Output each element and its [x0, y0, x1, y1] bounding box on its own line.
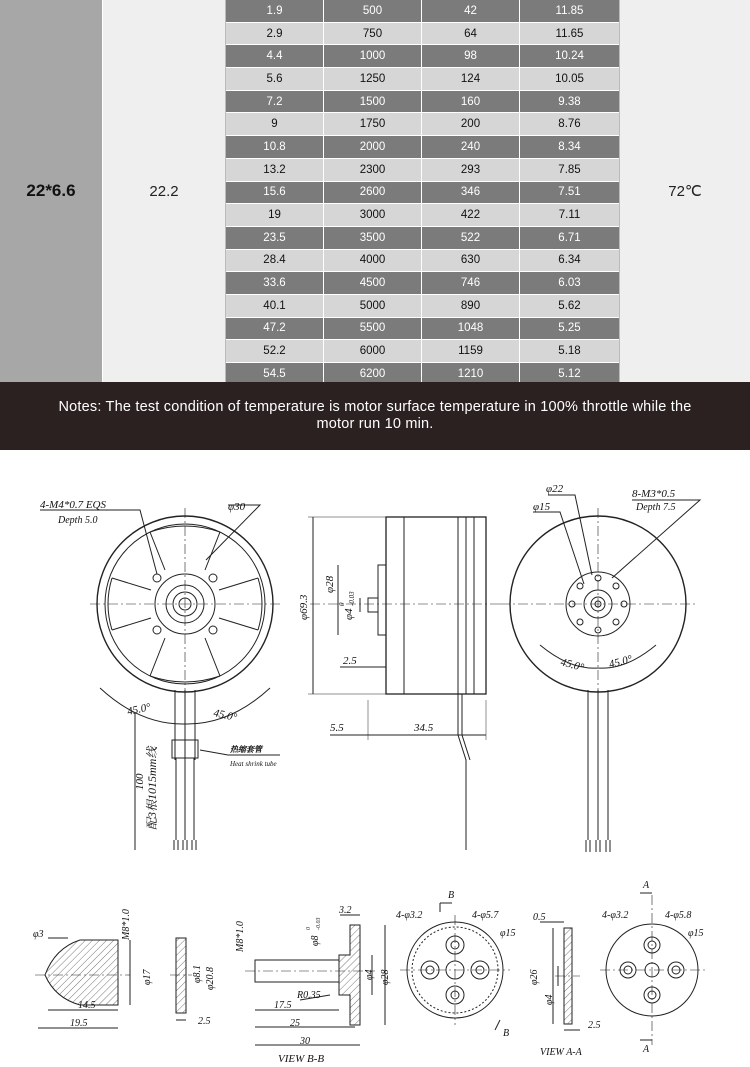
- table-cell: 5.62: [558, 299, 581, 312]
- table-cell: 124: [422, 68, 520, 90]
- shaft-dim-25: 25: [290, 1018, 300, 1029]
- side-view: [308, 517, 500, 850]
- table-cell: 15.6: [226, 182, 324, 204]
- table-cell: 6.03: [558, 277, 581, 290]
- table-cell: 1.9: [226, 0, 324, 22]
- rear-dia-22: φ22: [546, 483, 564, 495]
- table-cell: 5.18: [558, 345, 581, 358]
- washer-drawing: [170, 938, 192, 1020]
- table-cell: 422: [422, 204, 520, 226]
- adapter-mark-b-top: B: [448, 890, 455, 901]
- table-cell: 64: [422, 23, 520, 45]
- mount-mark-a-bottom: A: [643, 1044, 650, 1055]
- side-tol-upper: 0: [338, 602, 346, 606]
- table-cell: 5.6: [226, 68, 324, 90]
- table-cell: 1500: [324, 91, 422, 113]
- table-row: [226, 68, 619, 91]
- model-cell: 22*6.6: [0, 0, 103, 382]
- table-cell: 4500: [324, 272, 422, 294]
- table-cell: 2.9: [226, 23, 324, 45]
- shaft-dia-28: φ28: [380, 969, 391, 985]
- table-cell: 2300: [324, 159, 422, 181]
- table-cell: 890: [422, 295, 520, 317]
- thin-plate-drawing: [540, 922, 580, 1030]
- table-row: [226, 204, 619, 227]
- shaft-thread: M8*1.0: [235, 921, 246, 952]
- front-mount-callout: 4-M4*0.7 EQS: [40, 499, 106, 511]
- heat-shrink-en: Heat shrink tube: [230, 760, 277, 768]
- mount-holes-big: 4-φ5.8: [665, 910, 692, 921]
- table-cell: 4000: [324, 250, 422, 272]
- table-cell: 240: [422, 136, 520, 158]
- side-tol-lower: -0.03: [348, 591, 356, 606]
- table-row: [226, 23, 619, 46]
- plate-dia-26: φ26: [529, 969, 540, 985]
- table-row: [226, 295, 619, 318]
- table-cell: 8.34: [558, 140, 581, 153]
- table-row: [226, 182, 619, 205]
- adapter-dia-15: φ15: [500, 928, 516, 939]
- nut-dim-14-5: 14.5: [78, 1000, 96, 1011]
- side-dia-body: φ69.3: [298, 594, 310, 620]
- table-cell: 11.85: [555, 4, 584, 17]
- table-cell: 7.51: [558, 186, 581, 199]
- table-cell: 1159: [422, 340, 520, 362]
- nut-dim-19-5: 19.5: [70, 1018, 88, 1029]
- front-depth-callout: Depth 5.0: [58, 515, 98, 526]
- shaft-tol-lower: -0.03: [316, 917, 322, 930]
- table-cell: 7.85: [558, 163, 581, 176]
- spec-table: [0, 0, 750, 382]
- table-cell: 5.25: [558, 322, 581, 335]
- table-cell: 3500: [324, 227, 422, 249]
- table-cell: 4.4: [226, 45, 324, 67]
- table-row: [226, 0, 619, 23]
- table-cell: 98: [422, 45, 520, 67]
- rear-dia-15: φ15: [533, 501, 551, 513]
- table-cell: 23.5: [226, 227, 324, 249]
- table-cell: 42: [422, 0, 520, 22]
- nut-thread: M8*1.0: [121, 909, 132, 940]
- table-cell: 160: [422, 91, 520, 113]
- rear-view: [500, 495, 700, 852]
- table-cell: 5.12: [558, 367, 581, 380]
- table-row: [226, 91, 619, 114]
- table-cell: 1000: [324, 45, 422, 67]
- shaft-dim-30: 30: [300, 1036, 310, 1047]
- table-cell: 522: [422, 227, 520, 249]
- mount-holes-small: 4-φ3.2: [602, 910, 629, 921]
- table-cell: 5500: [324, 318, 422, 340]
- table-cell: 6.34: [558, 254, 581, 267]
- side-dim-34-5: 34.5: [414, 722, 434, 734]
- table-cell: 5000: [324, 295, 422, 317]
- table-cell: 630: [422, 250, 520, 272]
- data-rows: [226, 0, 619, 386]
- table-row: [226, 159, 619, 182]
- table-cell: 200: [422, 113, 520, 135]
- table-row: [226, 113, 619, 136]
- table-row: [226, 318, 619, 341]
- lead-length-100: 100: [134, 773, 146, 790]
- notes-text: Notes: The test condition of temperature is motor surface temperature in 100% throttle while the motor run 10 min.: [58, 399, 692, 432]
- table-cell: 13.2: [226, 159, 324, 181]
- table-cell: 1048: [422, 318, 520, 340]
- adapter-holes-big: 4-φ5.7: [472, 910, 499, 921]
- table-row: [226, 136, 619, 159]
- table-cell: 6000: [324, 340, 422, 362]
- nut-dia-3: φ3: [33, 929, 44, 940]
- rear-angle-left: 45.0°: [559, 656, 586, 675]
- side-dim-5-5: 5.5: [330, 722, 344, 734]
- table-cell: 7.11: [558, 209, 581, 222]
- heat-shrink-cn: 热缩套管: [230, 745, 262, 754]
- table-row: [226, 272, 619, 295]
- table-cell: 7.2: [226, 91, 324, 113]
- shaft-dim-3-2: 3.2: [339, 905, 352, 916]
- front-dia-outer: φ30: [228, 501, 246, 513]
- front-view: [40, 505, 280, 850]
- table-cell: 2600: [324, 182, 422, 204]
- washer-dia-8-1: φ8.1: [192, 964, 203, 983]
- table-cell: 1210: [422, 363, 520, 385]
- temperature-cell: 72℃: [619, 0, 750, 382]
- plate-dia-4: φ4: [544, 994, 555, 1005]
- view-a-a-label: VIEW A-A: [540, 1047, 582, 1058]
- table-cell: 9: [226, 113, 324, 135]
- table-cell: 293: [422, 159, 520, 181]
- shaft-dim-17-5: 17.5: [274, 1000, 292, 1011]
- view-b-b-label: VIEW B-B: [278, 1053, 325, 1065]
- table-cell: 10.24: [555, 50, 584, 63]
- notes-bar: [0, 382, 750, 450]
- plate-dim-2-5: 2.5: [588, 1020, 601, 1031]
- table-row: [226, 45, 619, 68]
- nut-drawing: [35, 938, 130, 1028]
- table-cell: 10.8: [226, 136, 324, 158]
- side-dia-shaft: φ4: [343, 608, 355, 620]
- table-row: [226, 250, 619, 273]
- table-cell: 746: [422, 272, 520, 294]
- washer-dim-2-5: 2.5: [198, 1016, 211, 1027]
- table-cell: 2000: [324, 136, 422, 158]
- side-dim-2-5: 2.5: [343, 655, 357, 667]
- table-cell: 1750: [324, 113, 422, 135]
- plate-dim-0-5: 0.5: [533, 912, 546, 923]
- nut-dia-17: φ17: [142, 969, 153, 985]
- mount-dia-15: φ15: [688, 928, 704, 939]
- lead-length-cn: 配3根1015mm线: [145, 746, 159, 830]
- technical-drawing: [0, 450, 750, 1067]
- washer-dia-20-8: φ20.8: [205, 966, 216, 990]
- table-cell: 6200: [324, 363, 422, 385]
- mount-mark-a-top: A: [643, 880, 650, 891]
- table-cell: 28.4: [226, 250, 324, 272]
- table-cell: 500: [324, 0, 422, 22]
- shaft-radius: R0.35: [297, 990, 321, 1001]
- table-cell: 750: [324, 23, 422, 45]
- table-cell: 47.2: [226, 318, 324, 340]
- table-cell: 346: [422, 182, 520, 204]
- table-cell: 1250: [324, 68, 422, 90]
- table-cell: 40.1: [226, 295, 324, 317]
- rear-mount-callout: 8-M3*0.5: [632, 488, 676, 500]
- table-cell: 52.2: [226, 340, 324, 362]
- table-cell: 11.65: [555, 27, 584, 40]
- voltage-cell: 22.2: [103, 0, 226, 382]
- table-cell: 8.76: [558, 118, 581, 131]
- table-cell: 9.38: [558, 95, 581, 108]
- table-cell: 19: [226, 204, 324, 226]
- prop-adapter-drawing: [400, 903, 510, 1030]
- table-cell: 3000: [324, 204, 422, 226]
- adapter-mark-b-bottom: B: [503, 1028, 510, 1039]
- front-angle-right: 45.0°: [212, 707, 239, 724]
- table-cell: 33.6: [226, 272, 324, 294]
- side-dia-28: φ28: [324, 575, 336, 593]
- rear-depth-callout: Depth 7.5: [636, 502, 676, 513]
- table-row: [226, 227, 619, 250]
- shaft-tol-upper: 0: [306, 927, 312, 930]
- table-cell: 6.71: [558, 231, 581, 244]
- shaft-dia-8: φ8: [310, 935, 321, 946]
- rear-angle-right: 45.0°: [607, 653, 634, 671]
- table-cell: 10.05: [555, 72, 584, 85]
- front-angle-left: 45.0°: [126, 701, 152, 718]
- shaft-dia-4: φ4: [364, 969, 375, 980]
- table-cell: 54.5: [226, 363, 324, 385]
- adapter-holes-small: 4-φ3.2: [396, 910, 423, 921]
- table-row: [226, 340, 619, 363]
